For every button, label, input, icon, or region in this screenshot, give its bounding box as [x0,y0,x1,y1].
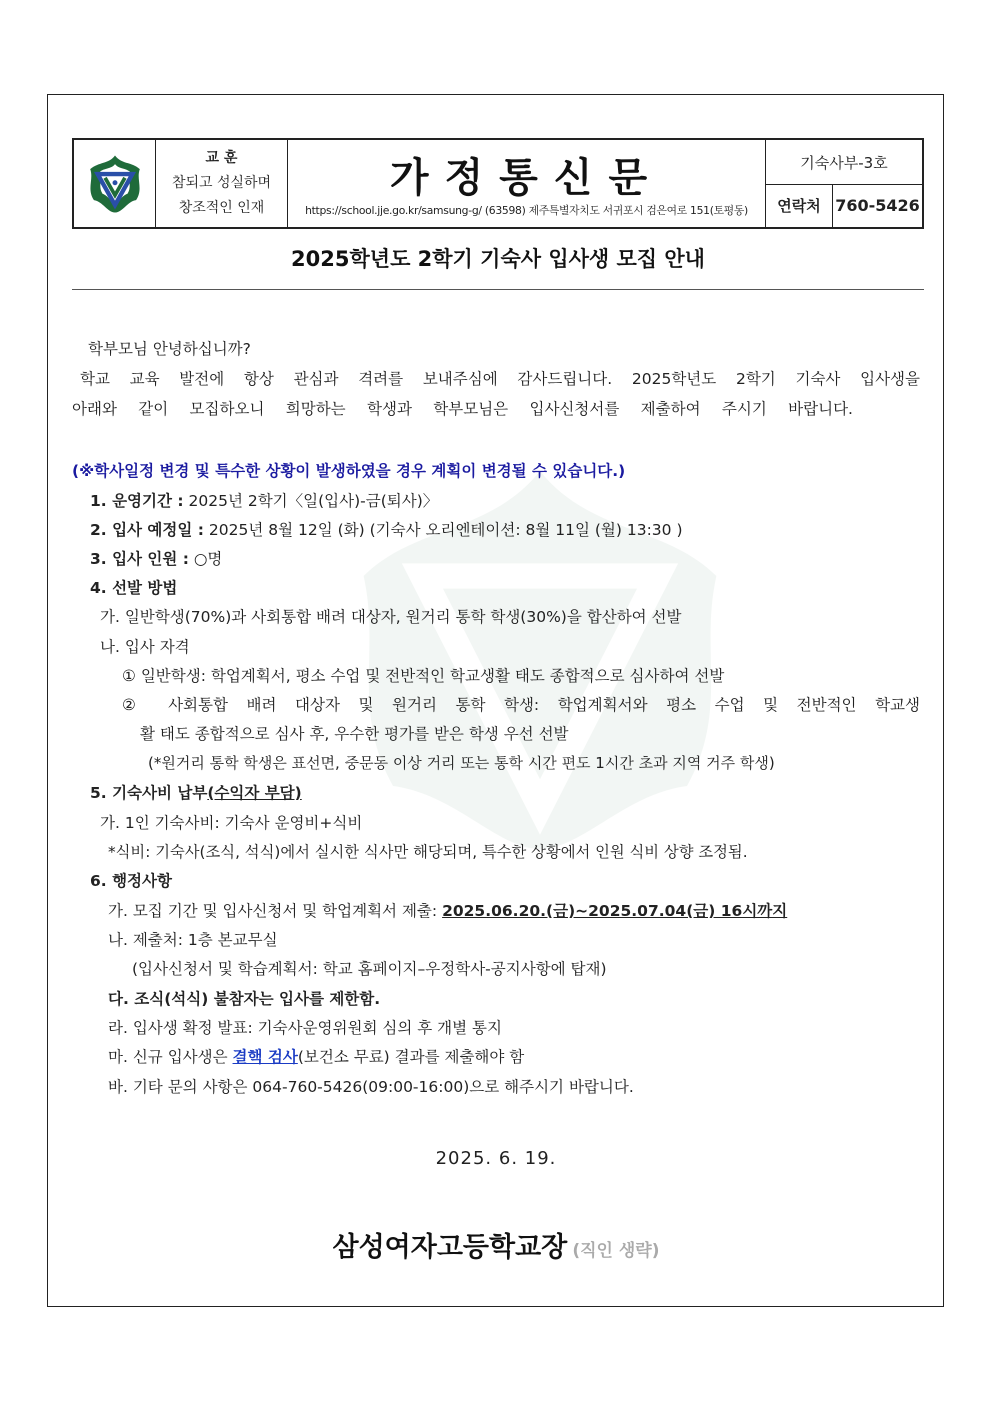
school-motto [156,140,288,227]
admin-b-note: (입사신청서 및 학습계획서: 학교 홈페이지–우정학사-공지사항에 탑재) [132,960,607,978]
selection-b2-line1: ② 사회통합 배려 대상자 및 원거리 통학 학생: 학업계획서와 평소 수업 및 전반적인 학교생 [122,696,920,714]
fee-a: 가. 1인 기숙사비: 기숙사 운영비+식비 [100,814,363,832]
admin-a-text: 가. 모집 기간 및 입사신청서 및 학업계획서 제출: [108,902,438,920]
admin-f: 바. 기타 문의 사항은 064-760-5426(09:00-16:00)으로 해주시기 바랍니다. [108,1078,634,1096]
item-period-text: 2025년 2학기〈일(입사)-금(퇴사)〉 [188,492,439,510]
title-divider [72,289,924,290]
item-fee-label-underlined: (수익자 부담) [207,784,302,802]
greeting: 학부모님 안녕하십니까? [88,340,251,358]
item-capacity-text: ○명 [193,550,223,568]
item-admin-heading: 6. 행정사항 [90,872,172,890]
doc-number: 기숙사부-3호 [766,140,922,185]
principal-signature: 삼성여자고등학교장 [332,1232,568,1263]
signature-block [0,1225,992,1264]
admin-e-post: (보건소 무료) 결과를 제출해야 함 [297,1048,525,1066]
admin-d: 라. 입사생 확정 발표: 기숙사운영위원회 심의 후 개별 통지 [108,1019,502,1037]
school-logo-cell [74,140,156,227]
motto-line-2: 창조적인 인재 [178,200,265,216]
motto-label: 교 훈 [205,150,238,166]
selection-note: (*원거리 통학 학생은 표선면, 중문동 이상 거리 또는 통학 시간 편도 1시간 초과 지역 거주 학생) [148,754,775,772]
selection-a: 가. 일반학생(70%)과 사회통합 배려 대상자, 원거리 통학 학생(30%)을 합산하여 선발 [100,608,682,626]
item-capacity-label: 3. 입사 인원 : [90,550,189,568]
school-address: https://school.jje.go.kr/samsung-g/ (63598) 제주특별자치도 서귀포시 검은여로 151(토평동) [305,204,748,217]
newsletter-header [72,138,924,229]
item-fee-heading [90,781,302,803]
item-period [90,489,438,511]
issue-date: 2025. 6. 19. [435,1148,557,1169]
contact-number: 760-5426 [835,196,920,215]
admin-e [108,1045,524,1067]
contact-label: 연락처 [766,184,833,227]
schedule-notice: (※학사일정 변경 및 특수한 상황이 발생하였을 경우 계획이 변경될 수 있습니다.) [72,462,626,480]
item-selection-heading: 4. 선발 방법 [90,579,178,597]
admin-b: 나. 제출처: 1층 본교무실 [108,931,278,949]
selection-b: 나. 입사 자격 [100,638,190,656]
item-period-label: 1. 운영기간 : [90,492,184,510]
selection-b1: ① 일반학생: 학업계획서, 평소 수업 및 전반적인 학교생활 태도 종합적으로 심사하여 선발 [122,667,725,685]
newsletter-title: 가정통신문 [389,155,664,201]
intro-line-1: 학교 교육 발전에 항상 관심과 격려를 보내주심에 감사드립니다. 2025학년도 2학기 기숙사 입사생을 [80,370,920,388]
tb-test-link[interactable]: 결핵 검사 [232,1048,298,1066]
item-fee-label: 5. 기숙사비 납부 [90,784,208,802]
document-title: 2025학년도 2학기 기숙사 입사생 모집 안내 [291,247,705,271]
newsletter-title-cell [288,140,766,227]
motto-line-1: 참되고 성실하며 [171,175,272,191]
item-move-in-text: 2025년 8월 12일 (화) (기숙사 오리엔테이션: 8월 11일 (월) 13:30 ) [208,521,683,539]
admin-e-pre: 마. 신규 입사생은 [108,1048,228,1066]
intro-line-2: 아래와 같이 모집하오니 희망하는 학생과 학부모님은 입사신청서를 제출하여 주시기 바랍니다. [72,400,853,418]
selection-b2-line2: 활 태도 종합적으로 심사 후, 우수한 평가를 받은 학생 우선 선발 [140,725,569,743]
admin-a [108,899,787,921]
item-move-in-date [90,518,683,540]
watermark-emblem [330,450,750,870]
item-capacity [90,547,222,569]
seal-omitted-note: (직인 생략) [572,1241,660,1261]
admin-a-deadline: 2025.06.20.(금)~2025.07.04(금) 16시까지 [442,902,788,920]
item-move-in-label: 2. 입사 예정일 : [90,521,204,539]
school-emblem-icon [84,153,146,215]
fee-note: *식비: 기숙사(조식, 석식)에서 실시한 식사만 해당되며, 특수한 상황에서 인원 식비 상향 조정됨. [108,843,748,861]
doc-info-cell [766,140,922,227]
admin-c: 다. 조식(석식) 불참자는 입사를 제한함. [108,990,381,1008]
